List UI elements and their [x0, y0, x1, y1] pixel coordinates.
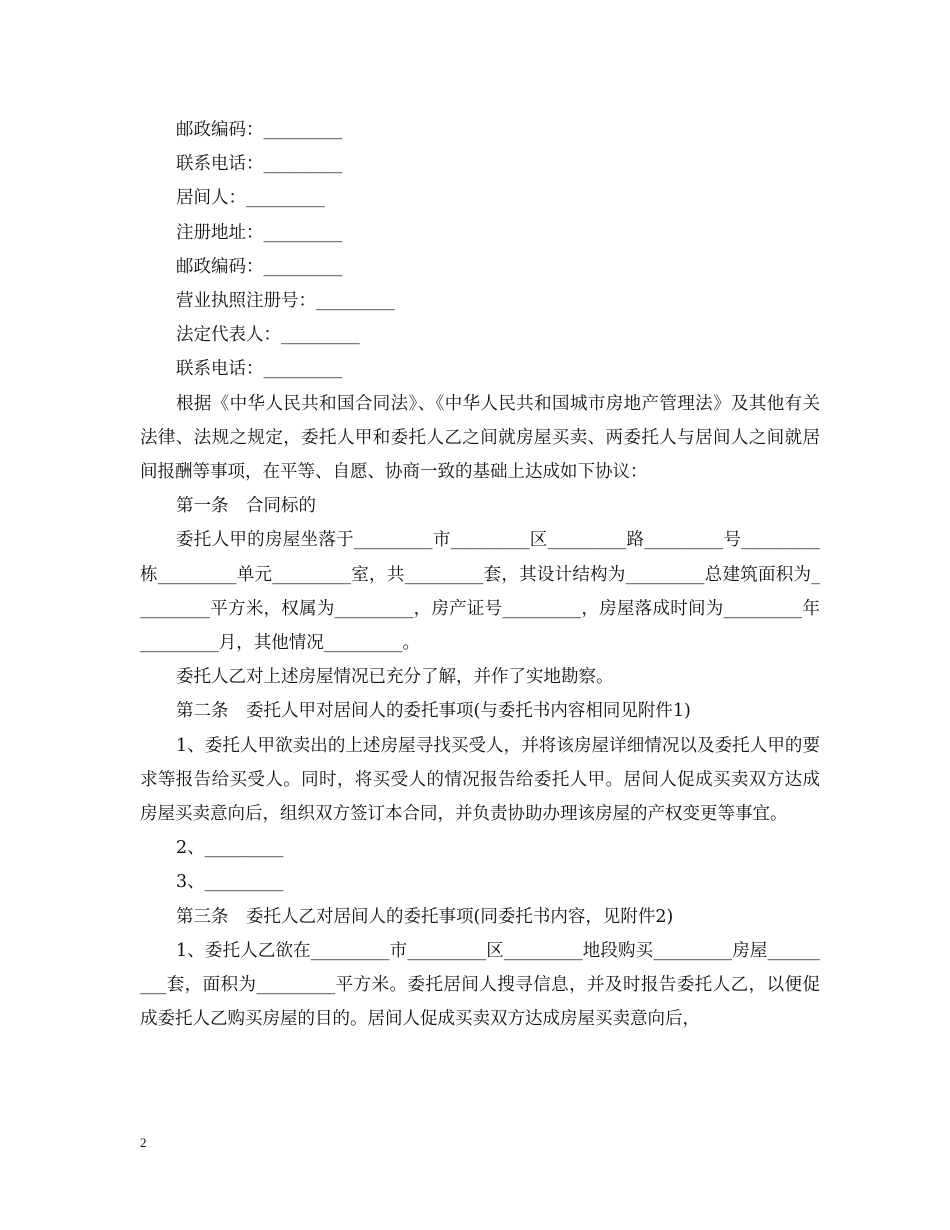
phone-line-1: 联系电话：_________ [176, 154, 343, 175]
article-2-item-1: 1、委托人甲欲卖出的上述房屋寻找买受人，并将该房屋详细情况以及委托人甲的要求等报告给买受人。同时，将买受人的情况报告给委托人甲。居间人促成买卖双方达成房屋买卖意向后，组织双方签订本合同，并负责协助办理该房屋的产权变更等事宜。 [140, 735, 820, 825]
registered-address-line: 注册地址：_________ [176, 222, 343, 243]
phone-line-2: 联系电话：_________ [176, 359, 343, 380]
postal-code-line-2: 邮政编码：_________ [176, 256, 343, 277]
page-number: 2 [140, 1135, 147, 1150]
legal-representative-line: 法定代表人：_________ [176, 325, 360, 346]
article-2-item-2: 2、_________ [176, 838, 284, 859]
article-2-item-3: 3、_________ [176, 872, 284, 893]
business-license-line: 营业执照注册号：_________ [176, 291, 395, 312]
article-3-title: 第三条 委托人乙对居间人的委托事项(同委托书内容，见附件2) [176, 906, 674, 927]
postal-code-line-1: 邮政编码：_________ [176, 120, 343, 140]
article-2-title: 第二条 委托人甲对居间人的委托事项(与委托书内容相同见附件1) [176, 701, 691, 722]
article-1-note: 委托人乙对上述房屋情况已充分了解，并作了实地勘察。 [176, 667, 614, 688]
article-1-title: 第一条 合同标的 [176, 496, 316, 517]
article-3-item-1: 1、委托人乙欲在_________市_________区_________地段购买_________房屋_________套，面积为_________平方米。委托居间人搜寻信息，并及时报告委托人乙，以便促成委托人乙购买房屋的目的。居间人促成买卖双方达成房屋买卖意向后， [140, 940, 820, 1030]
preamble-paragraph: 根据《中华人民共和国合同法》、《中华人民共和国城市房地产管理法》及其他有关法律、法规之规定，委托人甲和委托人乙之间就房屋买卖、两委托人与居间人之间就居间报酬等事项，在平等、自愿、协商一致的基础上达成如下协议： [140, 393, 820, 483]
article-1-body: 委托人甲的房屋坐落于_________市_________区_________路_________号_________栋_________单元_________室，共_________套，其设计结构为_________总建筑面积为_________平方米，权属为_________，房产证号_________，房屋落成时间为_________年_________月，其他情况_________。 [140, 530, 820, 654]
intermediary-line: 居间人：_________ [176, 188, 325, 209]
document-body [140, 113, 820, 1036]
